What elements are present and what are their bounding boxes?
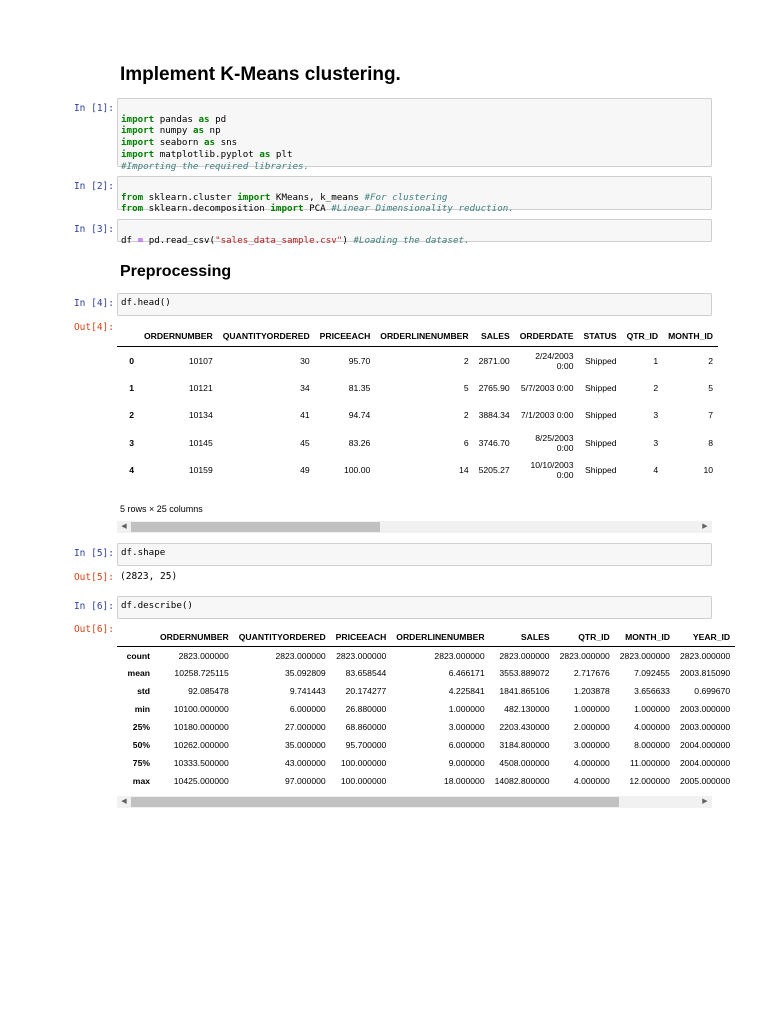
table-row — [117, 457, 718, 485]
table-cell: 10107 — [188, 355, 213, 366]
table-cell: 4.225841 — [448, 686, 485, 697]
code-cell-3[interactable] — [117, 219, 712, 246]
scrollbar-thumb[interactable] — [131, 797, 619, 807]
column-header: YEAR_ID — [692, 632, 731, 642]
prompt-in-3: In [3]: — [73, 224, 114, 235]
column-header — [117, 326, 139, 347]
table-row — [117, 374, 718, 402]
prompt-in-4: In [4]: — [73, 298, 114, 309]
table-cell: 68.860000 — [345, 722, 387, 732]
prompt-out-4: Out[4]: — [73, 322, 114, 333]
table-row — [117, 718, 735, 736]
table-row — [117, 429, 718, 457]
table-cell: 30 — [300, 355, 310, 366]
table-cell: 10 — [703, 465, 713, 476]
table-cell: 8 — [708, 437, 713, 448]
scroll-left-arrow-icon[interactable]: ◀ — [121, 798, 127, 805]
table-cell: 6.000000 — [289, 704, 326, 715]
table-cell: 41 — [300, 410, 310, 421]
row-index: 0 — [129, 355, 134, 366]
column-header: ORDERLINENUMBER — [396, 632, 485, 642]
table-cell: 2004.000000 — [679, 757, 731, 768]
table-row — [117, 347, 718, 375]
table-cell: 3553.889072 — [499, 668, 550, 679]
table-cell: 26.880000 — [345, 704, 387, 715]
table-cell: 3884.34 — [478, 410, 510, 421]
table-cell: 2823.000000 — [178, 650, 229, 661]
table-cell: 5 — [708, 382, 713, 393]
scroll-right-arrow-icon[interactable]: ▶ — [702, 798, 708, 805]
column-header: MONTH_ID — [668, 331, 713, 341]
table-cell: 3 — [653, 437, 659, 448]
code-comment: #Importing the required libraries. — [121, 160, 310, 172]
table-cell: 2 — [653, 382, 659, 393]
table-cell: 100.000000 — [340, 775, 387, 786]
table-cell: 2/24/2003 0:00 — [535, 350, 574, 371]
code-line: df.head() — [121, 297, 171, 308]
table-cell: Shipped — [585, 437, 617, 448]
table-cell: 2 — [463, 355, 469, 366]
code-cell-2[interactable] — [117, 176, 712, 215]
table-cell: 4.000000 — [634, 722, 670, 732]
table-cell: 2 — [463, 410, 469, 421]
table-cell: 7 — [708, 410, 713, 421]
table-row — [117, 682, 735, 700]
table-cell: 1.000000 — [448, 704, 485, 715]
table-cell: 14082.800000 — [494, 775, 550, 786]
row-index: 3 — [129, 437, 134, 448]
table-cell: 2823.000000 — [619, 650, 670, 661]
code-line: import pandas as pd — [121, 113, 227, 125]
table-cell: 8/25/2003 0:00 — [535, 432, 574, 453]
table-cell: 34 — [300, 382, 310, 393]
table-cell: 6.466171 — [448, 668, 485, 679]
page-title: Implement K-Means clustering. — [120, 64, 401, 85]
table-cell: 20.174277 — [345, 686, 387, 697]
code-cell-1[interactable] — [117, 98, 712, 172]
table-cell: 97.000000 — [285, 775, 326, 786]
row-index: 25% — [132, 722, 150, 732]
table-cell: 10100.000000 — [173, 704, 229, 715]
table-cell: 2823.000000 — [434, 650, 485, 661]
table-cell: 2823.000000 — [499, 650, 550, 661]
table-row — [117, 647, 735, 665]
code-line: import numpy as np — [121, 125, 221, 137]
table-cell: 5205.27 — [478, 465, 510, 476]
column-header: ORDERNUMBER — [160, 632, 229, 642]
table-cell: 95.700000 — [345, 739, 387, 750]
table-cell: 35.092809 — [285, 668, 326, 679]
column-header: PRICEEACH — [319, 331, 371, 341]
table-cell: 6.000000 — [448, 739, 485, 750]
table-cell: 1 — [653, 355, 659, 366]
table-row — [117, 736, 735, 754]
column-header: MONTH_ID — [625, 632, 670, 642]
table-cell: 1841.865106 — [499, 686, 550, 697]
table-row — [117, 402, 718, 430]
table-cell: 12.000000 — [629, 775, 670, 786]
row-index: max — [132, 775, 150, 786]
table-cell: 2005.000000 — [679, 775, 731, 786]
table-cell: 482.130000 — [504, 704, 550, 715]
table-cell: 1.000000 — [573, 704, 610, 715]
head-output-table — [117, 326, 718, 484]
table-cell: Shipped — [585, 382, 617, 393]
describe-output-table — [117, 628, 735, 790]
column-header — [117, 628, 155, 647]
prompt-in-1: In [1]: — [73, 103, 114, 114]
table-cell: 3.000000 — [448, 722, 485, 732]
table-cell: 35.000000 — [285, 739, 326, 750]
column-header: STATUS — [583, 331, 617, 341]
code-line: df = pd.read_csv("sales_data_sample.csv") #Loading the dataset. — [121, 234, 470, 246]
table-cell: 7.092455 — [634, 668, 670, 679]
table-cell: 4508.000000 — [499, 757, 550, 768]
row-index: 75% — [132, 757, 150, 768]
column-header: ORDERNUMBER — [144, 331, 213, 341]
row-index: 2 — [129, 410, 134, 421]
column-header: SALES — [481, 331, 510, 341]
prompt-in-6: In [6]: — [73, 601, 114, 612]
row-index: 50% — [132, 739, 150, 750]
table-cell: 6 — [463, 437, 469, 448]
table-cell: 1.000000 — [634, 704, 670, 715]
table-cell: 3 — [653, 410, 659, 421]
describe-output-table-wrapper — [117, 628, 731, 790]
scrollbar-thumb[interactable] — [131, 522, 380, 532]
column-header: QTR_ID — [626, 331, 659, 341]
row-index: 4 — [129, 465, 134, 476]
describe-table-scrollbar[interactable] — [117, 796, 712, 808]
table-cell: 10425.000000 — [173, 775, 229, 786]
table-cell: 2003.000000 — [679, 704, 731, 715]
table-cell: 100.000000 — [340, 757, 387, 768]
column-header: SALES — [520, 632, 550, 642]
table-cell: 2823.000000 — [559, 650, 610, 661]
section-heading-preprocessing: Preprocessing — [120, 263, 232, 280]
row-index: std — [137, 686, 150, 697]
scroll-left-arrow-icon[interactable]: ◀ — [121, 523, 127, 530]
table-cell: 10180.000000 — [173, 722, 229, 732]
table-cell: 5 — [463, 382, 469, 393]
table-cell: 2203.430000 — [499, 722, 550, 732]
code-cell-5[interactable] — [117, 543, 712, 566]
table-cell: 7/1/2003 0:00 — [520, 410, 574, 421]
table-cell: 100.00 — [343, 465, 371, 476]
code-line: df.shape — [121, 547, 166, 558]
table-cell: 2003.000000 — [679, 722, 731, 732]
table-cell: 10134 — [188, 410, 213, 421]
table-cell: 8.000000 — [634, 739, 670, 750]
head-output-table-wrapper — [117, 326, 712, 496]
table-cell: 9.741443 — [289, 686, 326, 697]
table-cell: Shipped — [585, 465, 617, 476]
column-header: PRICEEACH — [335, 632, 387, 642]
code-line: from sklearn.decomposition import PCA #Linear Dimensionality reduction. — [121, 203, 514, 215]
table-cell: 4.000000 — [573, 775, 610, 786]
column-header: QUANTITYORDERED — [238, 632, 326, 642]
table-cell: 92.085478 — [188, 686, 229, 697]
table-cell: 83.26 — [348, 437, 371, 448]
table-cell: 10121 — [188, 382, 213, 393]
shape-output: (2823, 25) — [120, 571, 178, 582]
table-cell: 2823.000000 — [679, 650, 731, 661]
table-cell: 10159 — [188, 465, 213, 476]
table-cell: 18.000000 — [443, 775, 485, 786]
table-cell: 1.203878 — [573, 686, 610, 697]
head-table-scrollbar[interactable] — [117, 521, 712, 533]
table-cell: 10145 — [188, 437, 213, 448]
table-cell: 3184.800000 — [499, 739, 550, 750]
table-cell: 11.000000 — [629, 757, 670, 768]
table-cell: 49 — [300, 465, 310, 476]
code-line: import seaborn as sns — [121, 137, 238, 149]
prompt-in-5: In [5]: — [73, 548, 114, 559]
table-cell: 27.000000 — [285, 722, 326, 732]
row-index: count — [126, 650, 150, 661]
table-cell: 4.000000 — [573, 757, 610, 768]
table-cell: 2 — [708, 355, 713, 366]
table-cell: 3746.70 — [478, 437, 510, 448]
table-cell: 10/10/2003 0:00 — [530, 460, 574, 481]
code-line: df.describe() — [121, 600, 193, 611]
table-cell: 81.35 — [348, 382, 371, 393]
table-row — [117, 754, 735, 772]
table-cell: 2823.000000 — [275, 650, 326, 661]
table-row — [117, 700, 735, 718]
table-cell: 83.658544 — [345, 668, 387, 679]
row-index: mean — [127, 668, 150, 679]
table-cell: 3.000000 — [573, 739, 610, 750]
table-cell: 10262.000000 — [173, 739, 229, 750]
table-cell: 2.000000 — [573, 722, 610, 732]
table-cell: 43.000000 — [285, 757, 326, 768]
table-cell: 2004.000000 — [679, 739, 731, 750]
table-row — [117, 772, 735, 790]
table-cell: 3.656633 — [634, 686, 670, 697]
column-header: ORDERDATE — [519, 331, 574, 341]
table-cell: 45 — [300, 437, 310, 448]
table-cell: 10333.500000 — [173, 757, 229, 768]
code-cell-4[interactable] — [117, 293, 712, 316]
table-cell: 9.000000 — [448, 757, 485, 768]
table-cell: 2871.00 — [478, 355, 510, 366]
code-line: from sklearn.cluster import KMeans, k_means #For clustering — [121, 191, 448, 203]
table-cell: Shipped — [585, 410, 617, 421]
column-header: QUANTITYORDERED — [222, 331, 310, 341]
table-cell: 2.717676 — [573, 668, 610, 679]
column-header: QTR_ID — [578, 632, 610, 642]
table-cell: Shipped — [585, 355, 617, 366]
prompt-out-6: Out[6]: — [73, 624, 114, 635]
prompt-in-2: In [2]: — [73, 181, 114, 192]
table-cell: 95.70 — [348, 355, 371, 366]
table-row — [117, 664, 735, 682]
row-index: min — [134, 704, 150, 715]
code-line: import matplotlib.pyplot as plt — [121, 148, 293, 160]
table-cell: 2765.90 — [478, 382, 510, 393]
table-cell: 2003.815090 — [679, 668, 731, 679]
table-cell: 14 — [459, 465, 469, 476]
table-cell: 2823.000000 — [336, 650, 387, 661]
row-index: 1 — [129, 382, 134, 393]
column-header: ORDERLINENUMBER — [380, 331, 469, 341]
prompt-out-5: Out[5]: — [73, 572, 114, 583]
table-cell: 4 — [653, 465, 659, 476]
code-cell-6[interactable] — [117, 596, 712, 619]
table-cell: 5/7/2003 0:00 — [520, 382, 574, 393]
scroll-right-arrow-icon[interactable]: ▶ — [702, 523, 708, 530]
table-cell: 0.699670 — [694, 686, 731, 697]
rows-columns-note: 5 rows × 25 columns — [120, 504, 203, 514]
table-cell: 10258.725115 — [174, 668, 229, 679]
table-cell: 94.74 — [348, 410, 371, 421]
